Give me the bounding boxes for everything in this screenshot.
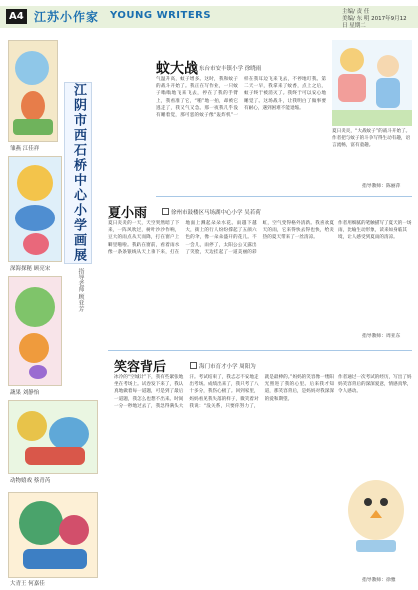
article-2-body: 夏日炎炎的一天，天空突然暗了下来，一阵风吹过，树叶沙沙作响，豆大的雨点从天而降，打在窗户上噼里啪啦。我趴在窗前，看着雨水像一条条银线从天上垂下来，打在地面上溅起朵朵水花。雨越下越大，街上的行人纷纷撑起了五颜六色的伞，像一朵朵盛开的花儿。不一会儿，雨停了，太阳公公又露出了笑脸，天边挂起了一道美丽的彩虹，空气变得格外清新。我喜欢夏天的雨，它来得快去得也快，给炎热的夏天带来了一丝清凉。 [108,221,334,255]
divider-2 [108,350,412,351]
section-title: 江苏小作家 [34,10,100,24]
page-header [0,0,418,34]
article-3-comment: 作者通过一次考试的经历，写出了妈妈笑容背后的深深爱意，情感真挚，令人感动。 [338,375,412,394]
meta-date: 美编/ 东 明 2017年9月12日 星期二 [342,16,407,29]
gallery-teacher: 指导老师 顾亚芳 [77,268,84,312]
article-2-byline-text: 徐州市鼓楼区马场湖中心小学 吴若荷 [171,210,261,216]
painting-1 [8,40,58,142]
boy-girl-illustration [332,40,412,126]
article-1-byline-text: 东台市安丰镇小学 徐晓雨 [199,66,262,72]
painting-1-caption: 雏燕 江佳祥 [10,146,40,152]
cartoon-bird-illustration [336,466,414,556]
article-1-comment: 夏日炎炎，“大战蚊子”的战斗开始了。作者把与蚊子的斗争写得生动有趣，语言流畅，富有童趣。 [332,129,411,148]
section-title-english: YOUNG WRITERS [110,10,212,21]
painting-3 [8,276,62,386]
article-3-byline [190,362,256,370]
painting-3-caption: 蔬果 刘静怡 [10,390,40,396]
article-2-comment: 作者用细腻的笔触描写了夏天的一场雨，比喻生动形象，读来如身临其境，让人感受到夏雨的清凉。 [338,221,412,240]
page-code-badge: A4 [6,9,27,24]
painting-5 [8,492,98,578]
document-square-icon [190,64,197,71]
article-2-byline [162,208,261,216]
article-3-teacher: 指导教师：徐雅 [362,578,396,583]
divider-1 [156,196,412,197]
article-3-title: 笑容背后 [114,360,167,375]
edition-meta [342,9,412,30]
painting-4-caption: 动物嬉戏 蔡青芮 [10,478,51,484]
painting-4 [8,400,98,474]
children-illustration [332,40,412,126]
gallery-title-text: 江阴市西石桥中心小学画展 [71,83,86,263]
article-1-body: 气温升高，蚊子增多。这时，我和蚊子的战斗开始了。我正在写作业，一只蚊子嗡嗡地飞来飞去，停在了我的手臂上，我看准了它，“啪”地一拍，却被它逃走了，我又气又急。那一夜我几乎没有睡着觉，那可恶的蚊子像“轰炸机”一样在我耳边飞来飞去，不停地叮我。第二天一早，我拿来了蚊香，点上之后，蚊子终于被消灭了。我终于可以安心地睡觉了。这场战斗，让我明白了做事要有耐心，遇到困难不能退缩。 [156,77,326,119]
document-square-icon [190,362,197,369]
article-2-teacher: 指导教师：周亚东 [362,334,401,339]
bird-character-illustration [336,466,414,556]
article-3-body: 冰冷的“空城计”下，我有些紧张地坐在考场上。试卷发下来了，我认真地做着每一道题，可是到了最后一道题，我怎么也想不出来。时间一分一秒地过去了，我急得满头大汗。考试结束了，我忐忑不安地走出考场。成绩出来了，我只考了八十多分，我伤心极了。回到家里，妈妈看见我失落的样子，微笑着对我说：“没关系，只要你努力了，就是最棒的。”妈妈的笑容像一缕阳光照进了我的心里。后来我才知道，那笑容背后，是妈妈对我深深的爱和期望。 [114,375,334,409]
article-3-byline-text: 海门市育才小学 周阳为 [199,364,256,370]
article-2-title: 夏小雨 [108,206,148,221]
gallery-vertical-title [64,82,92,264]
painting-2 [8,156,62,262]
articles-area [100,36,414,586]
document-square-icon [162,208,169,215]
article-1-teacher: 指导教师：陈丽萍 [362,184,401,189]
article-1-byline [190,64,261,72]
gallery-column [4,36,98,586]
painting-5-caption: 大青王 何嘉佳 [10,581,45,587]
painting-2-caption: 深海探秘 顾亮宋 [10,266,51,272]
article-1-title: 蚊大战 [156,61,198,77]
meta-editor: 主编/ 责 任 [342,9,370,15]
